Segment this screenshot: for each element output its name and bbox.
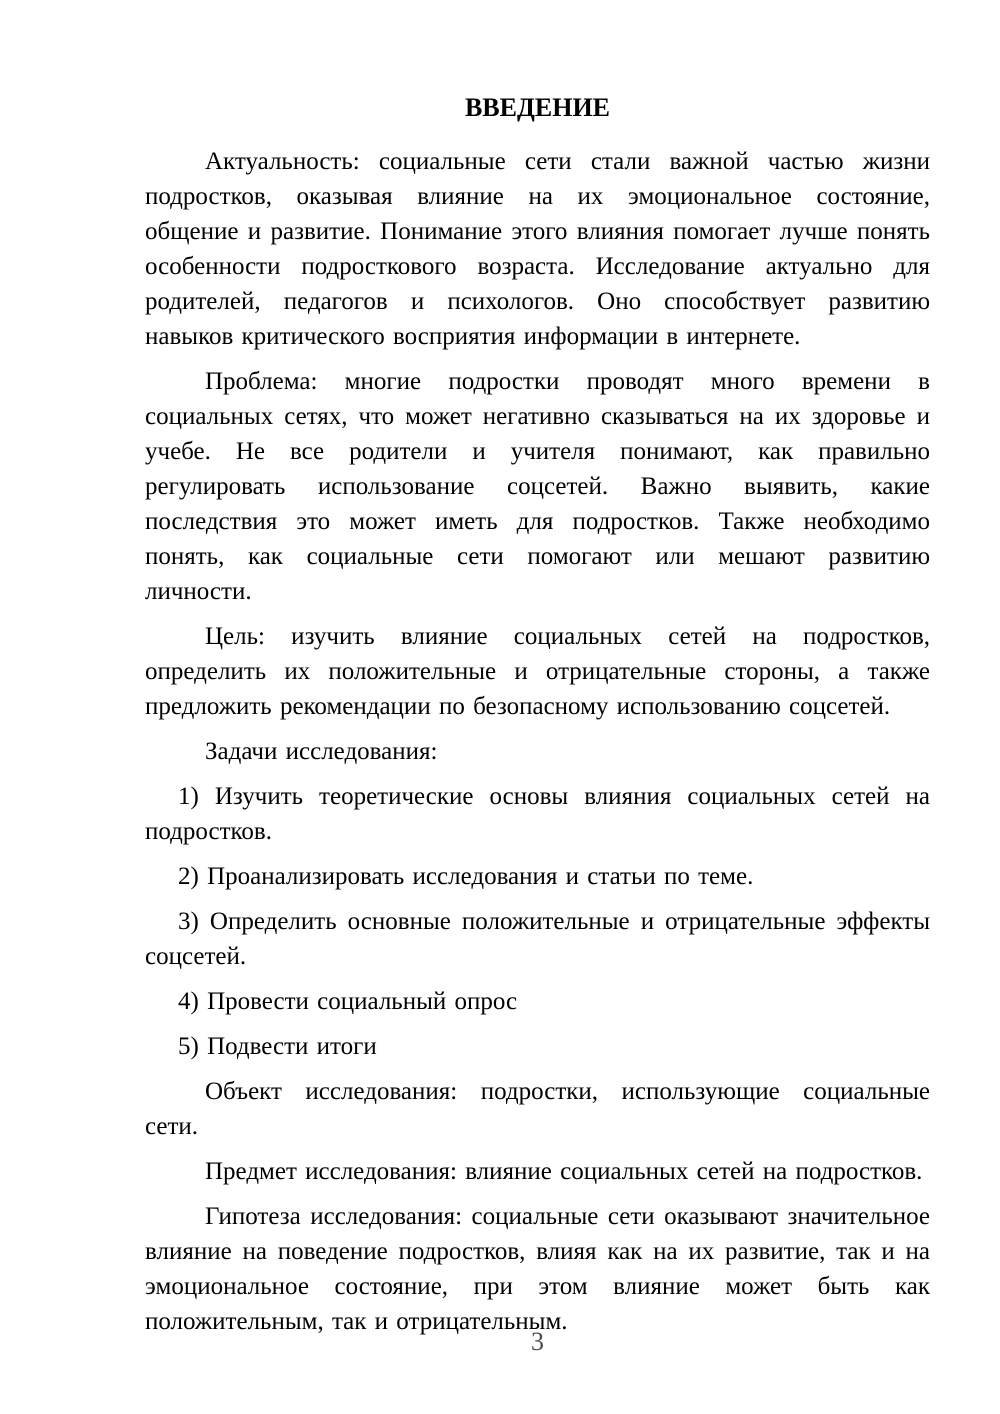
paragraph-goal: Цель: изучить влияние социальных сетей на подростков, определить их положительные и отрицательные стороны, а также предложить рекомендации по безопасному использованию соцсетей.	[145, 623, 930, 720]
paragraph-actuality: Актуальность: социальные сети стали важной частью жизни подростков, оказывая влияние на их эмоциональное состояние, общение и развитие. Понимание этого влияния помогает лучше понять особенности подросткового возраста. Исследование актуально для родителей, педагогов и психологов. Оно способствует развитию навыков критического восприятия информации в интернете.	[145, 148, 930, 350]
paragraph-object: Объект исследования: подростки, использующие социальные сети.	[145, 1078, 930, 1140]
page-title: ВВЕДЕНИЕ	[464, 93, 611, 122]
task-item-3: 3) Определить основные положительные и отрицательные эффекты соцсетей.	[145, 908, 930, 970]
paragraph-subject: Предмет исследования: влияние социальных сетей на подростков.	[205, 1158, 923, 1185]
paragraph-hypothesis: Гипотеза исследования: социальные сети оказывают значительное влияние на поведение подростков, влияя как на их развитие, так и на эмоциональное состояние, при этом влияние может быть как положительным, так и отрицательным.	[145, 1203, 930, 1335]
task-item-4: 4) Провести социальный опрос	[178, 988, 518, 1015]
page-number: 3	[531, 1327, 544, 1356]
task-item-1: 1) Изучить теоретические основы влияния социальных сетей на подростков.	[145, 783, 930, 845]
task-item-5: 5) Подвести итоги	[178, 1033, 377, 1060]
paragraph-problem: Проблема: многие подростки проводят много времени в социальных сетях, что может негативно сказываться на их здоровье и учебе. Не все родители и учителя понимают, как правильно регулировать использование соцсетей. Важно выявить, какие последствия это может иметь для подростков. Также необходимо понять, как социальные сети помогают или мешают развитию личности.	[145, 368, 930, 605]
task-item-2: 2) Проанализировать исследования и статьи по теме.	[178, 863, 754, 890]
tasks-heading: Задачи исследования:	[205, 738, 438, 765]
